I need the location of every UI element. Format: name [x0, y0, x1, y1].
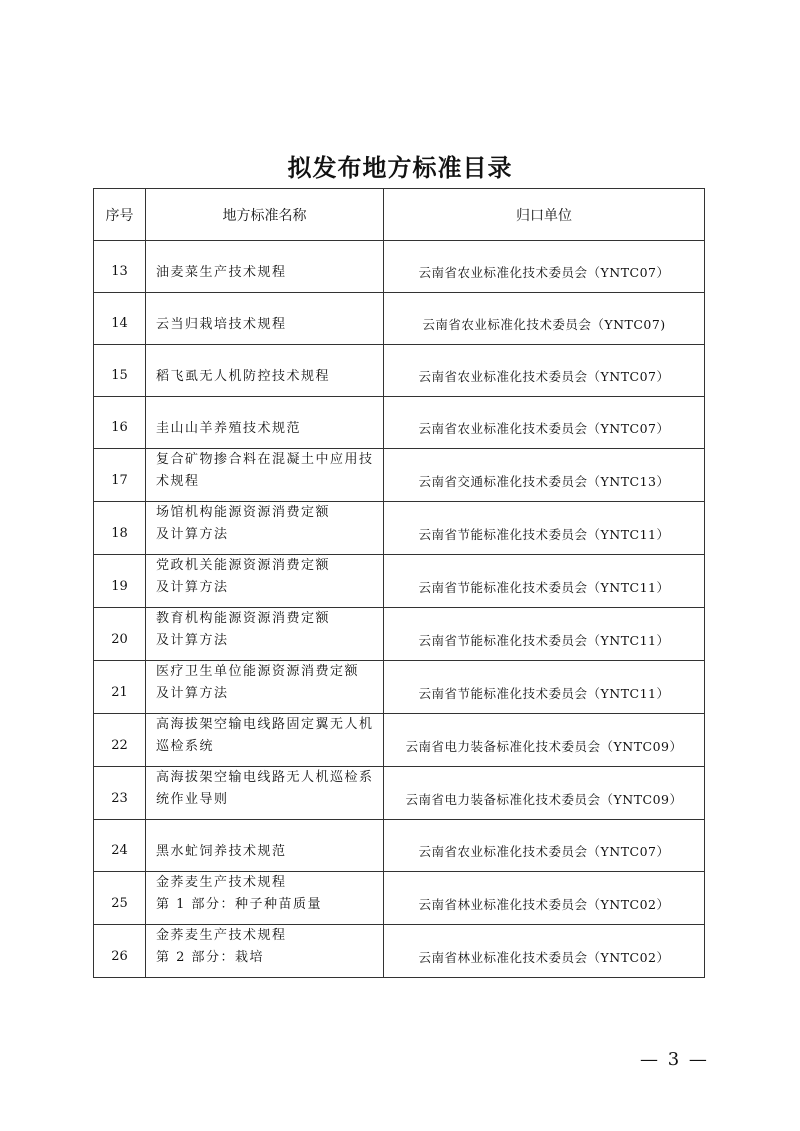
- responsible-unit-cell: 云南省电力装备标准化技术委员会（YNTC09）: [384, 714, 705, 767]
- standard-name-cell: [146, 767, 384, 820]
- responsible-unit-cell: 云南省电力装备标准化技术委员会（YNTC09）: [384, 767, 705, 820]
- table-row: [94, 502, 705, 555]
- standard-name-line: 术规程: [156, 474, 200, 489]
- standard-name-cell: [146, 820, 384, 872]
- responsible-unit-cell: 云南省农业标准化技术委员会（YNTC07): [384, 293, 705, 345]
- standard-name-line: 统作业导则: [156, 792, 229, 807]
- table-row: [94, 555, 705, 608]
- table-row: [94, 661, 705, 714]
- standard-name-cell: [146, 397, 384, 449]
- serial-number-cell: 18: [94, 502, 146, 555]
- responsible-unit-cell: 云南省节能标准化技术委员会（YNTC11）: [384, 555, 705, 608]
- serial-number-cell: 14: [94, 293, 146, 345]
- table-body: [94, 241, 705, 978]
- standard-name-line: 及计算方法: [156, 686, 229, 701]
- page-title: 拟发布地方标准目录: [287, 154, 513, 182]
- table-row: [94, 820, 705, 872]
- standard-name-line: 高海拔架空输电线路无人机巡检系: [156, 770, 374, 785]
- standard-name-line: 黑水虻饲养技术规范: [156, 844, 287, 859]
- standard-name-cell: [146, 449, 384, 502]
- standard-name-line: 稻飞虱无人机防控技术规程: [156, 369, 331, 384]
- standard-name-line: 第 2 部分：栽培: [156, 950, 265, 965]
- responsible-unit-cell: 云南省交通标准化技术委员会（YNTC13）: [384, 449, 705, 502]
- standard-name-line: 及计算方法: [156, 580, 229, 595]
- table-row: [94, 872, 705, 925]
- standard-name-cell: [146, 608, 384, 661]
- table-row: [94, 241, 705, 293]
- header-responsible-unit: 归口单位: [384, 189, 705, 241]
- responsible-unit-cell: 云南省节能标准化技术委员会（YNTC11）: [384, 661, 705, 714]
- responsible-unit-cell: 云南省农业标准化技术委员会（YNTC07）: [384, 241, 705, 293]
- standard-name-cell: [146, 661, 384, 714]
- standard-name-line: 党政机关能源资源消费定额: [156, 558, 331, 573]
- table-row: [94, 714, 705, 767]
- table-row: [94, 449, 705, 502]
- responsible-unit-cell: 云南省林业标准化技术委员会（YNTC02）: [384, 925, 705, 978]
- serial-number-cell: 25: [94, 872, 146, 925]
- standard-name-line: 及计算方法: [156, 527, 229, 542]
- responsible-unit-cell: 云南省节能标准化技术委员会（YNTC11）: [384, 608, 705, 661]
- standard-name-cell: [146, 241, 384, 293]
- responsible-unit-cell: 云南省节能标准化技术委员会（YNTC11）: [384, 502, 705, 555]
- serial-number-cell: 22: [94, 714, 146, 767]
- standard-name-line: 圭山山羊养殖技术规范: [156, 421, 302, 436]
- table-row: [94, 608, 705, 661]
- table-row: [94, 397, 705, 449]
- standard-name-line: 金荞麦生产技术规程: [156, 928, 287, 943]
- table-row: [94, 345, 705, 397]
- responsible-unit-cell: 云南省农业标准化技术委员会（YNTC07）: [384, 345, 705, 397]
- serial-number-cell: 26: [94, 925, 146, 978]
- table-row: [94, 767, 705, 820]
- serial-number-cell: 19: [94, 555, 146, 608]
- standard-name-cell: [146, 293, 384, 345]
- responsible-unit-cell: 云南省农业标准化技术委员会（YNTC07）: [384, 397, 705, 449]
- standard-name-cell: [146, 925, 384, 978]
- standard-name-line: 及计算方法: [156, 633, 229, 648]
- standard-name-line: 金荞麦生产技术规程: [156, 875, 287, 890]
- standard-name-line: 巡检系统: [156, 739, 215, 754]
- serial-number-cell: 21: [94, 661, 146, 714]
- responsible-unit-cell: 云南省农业标准化技术委员会（YNTC07）: [384, 820, 705, 872]
- header-serial-number: 序号: [94, 189, 146, 241]
- standard-name-line: 高海拔架空输电线路固定翼无人机: [156, 717, 374, 732]
- standard-name-cell: [146, 714, 384, 767]
- standard-name-cell: [146, 345, 384, 397]
- header-standard-name: 地方标准名称: [146, 189, 384, 241]
- serial-number-cell: 16: [94, 397, 146, 449]
- standard-name-line: 场馆机构能源资源消费定额: [156, 505, 331, 520]
- page-number: — 3 —: [640, 1049, 709, 1070]
- serial-number-cell: 24: [94, 820, 146, 872]
- table-row: [94, 293, 705, 345]
- table-row: [94, 925, 705, 978]
- responsible-unit-cell: 云南省林业标准化技术委员会（YNTC02）: [384, 872, 705, 925]
- table-header-row: [94, 189, 705, 241]
- standard-name-line: 云当归栽培技术规程: [156, 317, 287, 332]
- standard-name-line: 第 1 部分：种子种苗质量: [156, 897, 323, 912]
- serial-number-cell: 17: [94, 449, 146, 502]
- serial-number-cell: 15: [94, 345, 146, 397]
- standard-name-line: 教育机构能源资源消费定额: [156, 611, 331, 626]
- serial-number-cell: 13: [94, 241, 146, 293]
- standard-name-cell: [146, 555, 384, 608]
- serial-number-cell: 20: [94, 608, 146, 661]
- standard-name-cell: [146, 502, 384, 555]
- serial-number-cell: 23: [94, 767, 146, 820]
- standard-name-line: 复合矿物掺合料在混凝土中应用技: [156, 452, 374, 467]
- standard-name-line: 医疗卫生单位能源资源消费定额: [156, 664, 360, 679]
- standards-table: [93, 188, 705, 978]
- standard-name-cell: [146, 872, 384, 925]
- standard-name-line: 油麦菜生产技术规程: [156, 265, 287, 280]
